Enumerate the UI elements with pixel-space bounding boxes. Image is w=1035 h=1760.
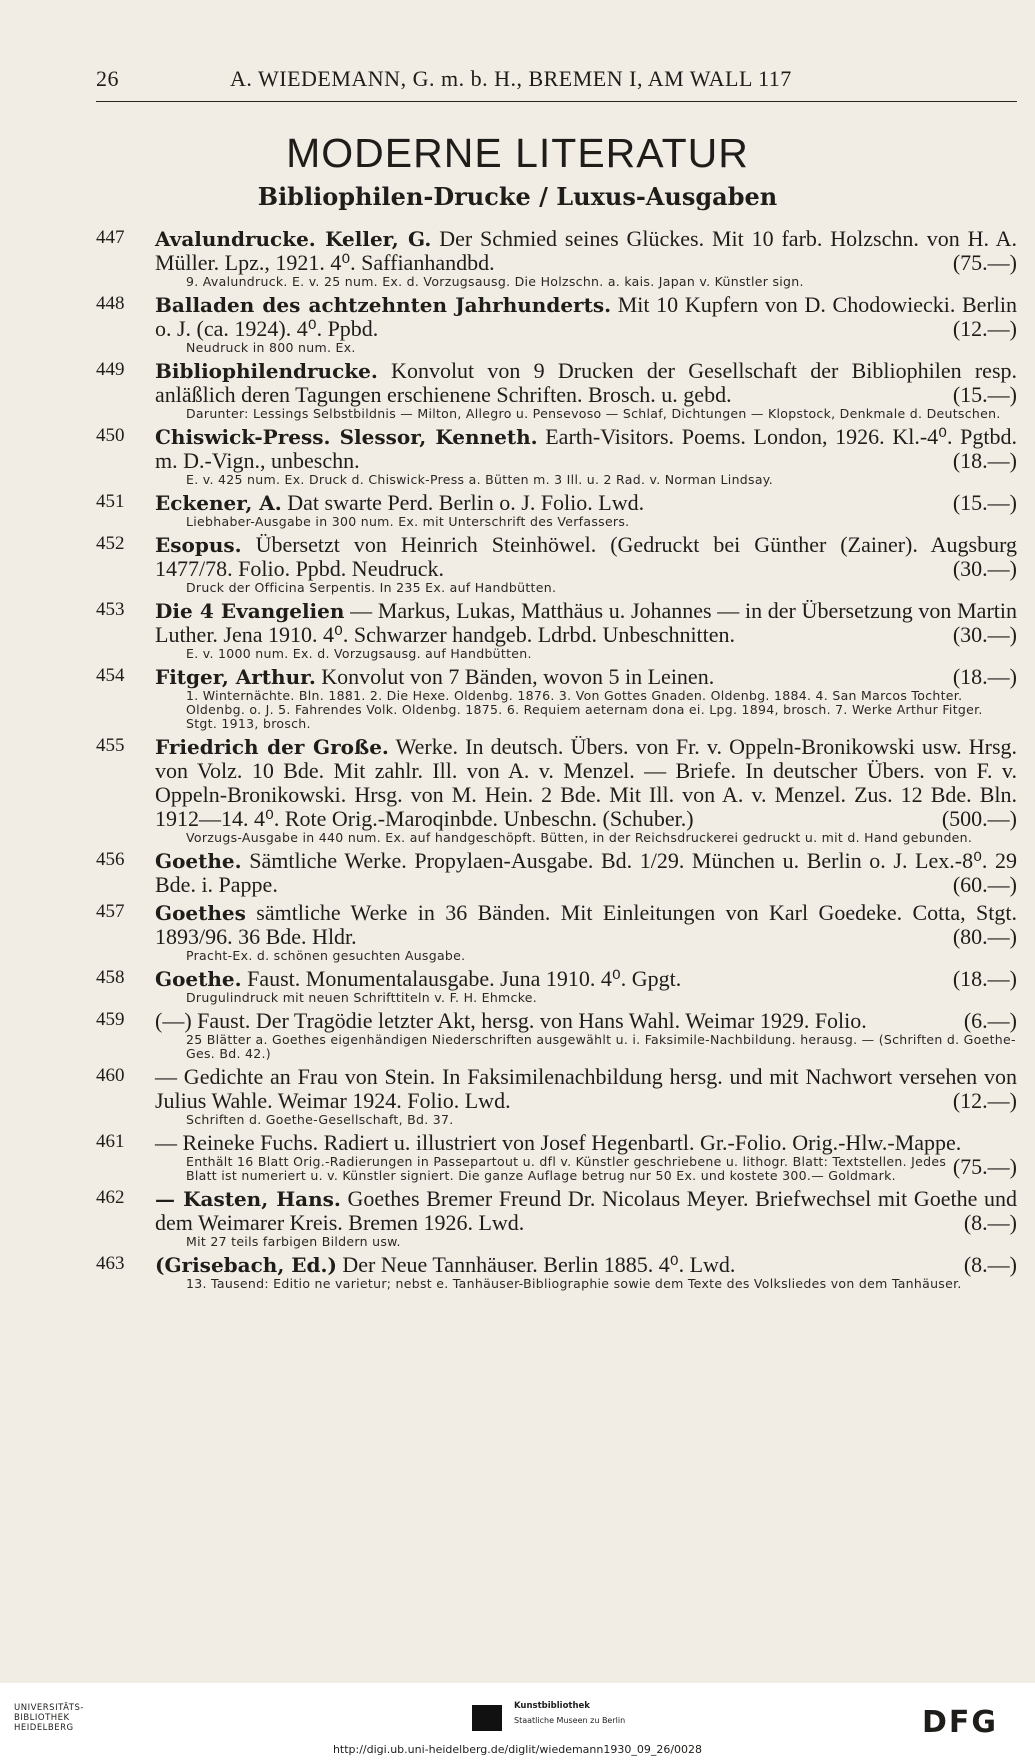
dfg-logo: DFG — [922, 1705, 999, 1740]
publisher-line: A. WIEDEMANN, G. m. b. H., BREMEN I, AM WALL 117 — [230, 66, 792, 91]
entry-price: (15.—) — [952, 490, 1017, 515]
entry-text — [155, 293, 1017, 341]
entry-description: sämtliche Werke in 36 Bänden. Mit Einleitungen von Karl Goedeke. Cotta, Stgt. 1893/96. 36 Bde. Hldr. — [155, 900, 1017, 949]
entry-text — [155, 1253, 1017, 1277]
entry-author: Eckener, A. — [155, 491, 282, 515]
entry-number: 463 — [96, 1253, 125, 1274]
catalog-entry — [96, 665, 1017, 731]
catalog-entry — [96, 227, 1017, 289]
entry-note: Liebhaber-Ausgabe in 300 num. Ex. mit Unterschrift des Verfassers. — [186, 514, 630, 529]
entry-note: E. v. 1000 num. Ex. d. Vorzugsausg. auf Handbütten. — [186, 646, 532, 661]
entry-text — [155, 599, 1017, 647]
entry-text — [155, 533, 1017, 581]
entry-author: Goethes — [155, 901, 246, 925]
entry-note: Darunter: Lessings Selbstbildnis — Milton, Allegro u. Pensevoso — Schlaf, Dichtungen — Klopstock, Denkmale d. Deutschen. — [186, 406, 1001, 421]
catalog-entry — [96, 735, 1017, 845]
entry-text — [155, 425, 1017, 473]
kunstbibliothek-title: Kunstbibliothek — [514, 1701, 590, 1711]
catalog-entry — [96, 1131, 1017, 1183]
entry-description: Dat swarte Perd. Berlin o. J. Folio. Lwd. — [281, 490, 645, 515]
entry-note: 13. Tausend: Editio ne varietur; nebst e. Tanhäuser-Bibliographie sowie dem Texte des Volksliedes von dem Tanhäuser. — [186, 1276, 962, 1291]
entry-author: Esopus. — [155, 533, 242, 557]
kunstbibliothek-icon — [472, 1705, 502, 1731]
entry-text — [155, 849, 1017, 897]
entry-price: (80.—) — [952, 924, 1017, 949]
entry-author: Balladen des achtzehnten Jahrhunderts. — [155, 293, 612, 317]
entry-price: (12.—) — [952, 316, 1017, 341]
entry-number: 462 — [96, 1187, 125, 1208]
entry-number: 452 — [96, 533, 125, 554]
entry-author: Fitger, Arthur. — [155, 665, 316, 689]
entry-note: 1. Winternächte. Bln. 1881. 2. Die Hexe. Oldenbg. 1876. 3. Von Gottes Gnaden. Oldenbg. 1884. 4. San Marcos Tochter. Oldenbg. o. J. 5. Fahrendes Volk. Oldenbg. 1875. 6. Requiem aeternam dona ei. Lpg. 1894, brosch. 7. Werke Arthur Fitger. Stgt. 1913, brosch. — [186, 688, 983, 731]
entry-price: (15.—) — [952, 382, 1017, 407]
entry-number: 455 — [96, 735, 125, 756]
entry-price: (8.—) — [963, 1252, 1017, 1277]
running-head — [96, 66, 908, 96]
entry-number: 453 — [96, 599, 125, 620]
entry-description: Sämtliche Werke. Propylaen-Ausgabe. Bd. 1/29. München u. Berlin o. J. Lex.-8⁰. 29 Bde. i. Pappe. — [155, 848, 1017, 897]
catalog-entry — [96, 1187, 1017, 1249]
catalog-entry — [96, 1253, 1017, 1291]
entry-note: Neudruck in 800 num. Ex. — [186, 340, 356, 355]
entry-number: 460 — [96, 1065, 125, 1086]
entry-description: Der Schmied seines Glückes. Mit 10 farb. Holzschn. von H. A. Müller. Lpz., 1921. 4⁰. Saffianhandbd. — [155, 226, 1017, 275]
entry-price: (60.—) — [952, 872, 1017, 897]
entry-description: Konvolut von 7 Bänden, wovon 5 in Leinen. — [315, 664, 715, 689]
entry-text — [155, 1187, 1017, 1235]
entry-text — [155, 901, 1017, 949]
entry-price: (18.—) — [952, 966, 1017, 991]
entry-description: Earth-Visitors. Poems. London, 1926. Kl.-4⁰. Pgtbd. m. D.-Vign., unbeschn. — [155, 424, 1017, 473]
header-rule — [96, 101, 1017, 102]
entry-author: Avalundrucke. Keller, G. — [155, 227, 432, 251]
entry-number: 450 — [96, 425, 125, 446]
entry-description: Goethes Bremer Freund Dr. Nicolaus Meyer. Briefwechsel mit Goethe und dem Weimarer Kreis. Bremen 1926. Lwd. — [155, 1186, 1017, 1235]
entry-text — [155, 359, 1017, 407]
entry-text — [155, 1065, 1017, 1113]
entry-author: Chiswick-Press. Slessor, Kenneth. — [155, 425, 538, 449]
entry-note: Druck der Officina Serpentis. In 235 Ex. auf Handbütten. — [186, 580, 557, 595]
university-library-text: UNIVERSITÄTS- BIBLIOTHEK HEIDELBERG — [14, 1703, 84, 1733]
entry-note: Vorzugs-Ausgabe in 440 num. Ex. auf handgeschöpft. Bütten, in der Reichsdruckerei gedruckt u. mit d. Hand gebunden. — [186, 830, 973, 845]
catalog-entry — [96, 1009, 1017, 1061]
entry-description: — Markus, Lukas, Matthäus u. Johannes — in der Übersetzung von Martin Luther. Jena 1910. 4⁰. Schwarzer handgeb. Ldrbd. Unbeschnitten. — [155, 598, 1017, 647]
catalog-entries — [96, 227, 1017, 1295]
entry-author: Goethe. — [155, 849, 242, 873]
page-number: 26 — [96, 66, 119, 91]
entry-text — [155, 1009, 1017, 1033]
entry-note: 25 Blätter a. Goethes eigenhändigen Niederschriften ausgewählt u. i. Faksimile-Nachbildung. herausg. — (Schriften d. Goethe-Ges. Bd. 42.) — [186, 1032, 1016, 1061]
entry-number: 456 — [96, 849, 125, 870]
entry-note: Enthält 16 Blatt Orig.-Radierungen in Passepartout u. dfl v. Künstler geschriebene u. lithogr. Blatt: Textstellen. Jedes Blatt ist numeriert u. v. Künstler signiert. Die ganze Auflage betrug nur 50 Ex. und kostete 300.— Goldmark. — [186, 1154, 947, 1183]
entry-price: (30.—) — [952, 622, 1017, 647]
catalog-entry — [96, 359, 1017, 421]
entry-price: (18.—) — [952, 664, 1017, 689]
entry-number: 458 — [96, 967, 125, 988]
kunstbibliothek-logo — [472, 1697, 632, 1737]
catalog-entry — [96, 425, 1017, 487]
entry-number: 459 — [96, 1009, 125, 1030]
entry-note: Pracht-Ex. d. schönen gesuchten Ausgabe. — [186, 948, 466, 963]
entry-note: E. v. 425 num. Ex. Druck d. Chiswick-Press a. Bütten m. 3 Ill. u. 2 Rad. v. Norman Lindsay. — [186, 472, 773, 487]
entry-description: Mit 10 Kupfern von D. Chodowiecki. Berlin o. J. (ca. 1924). 4⁰. Ppbd. — [155, 292, 1017, 341]
source-url[interactable]: http://digi.ub.uni-heidelberg.de/diglit/wiedemann1930_09_26/0028 — [332, 1743, 703, 1756]
entry-author: Friedrich der Große. — [155, 735, 389, 759]
entry-price: (500.—) — [941, 806, 1017, 831]
footer — [0, 1683, 1035, 1760]
entry-description: Werke. In deutsch. Übers. von Fr. v. Oppeln-Bronikowski usw. Hrsg. von Volz. 10 Bde. Mit zahlr. Ill. von A. v. Menzel. — Briefe. In deutscher Übers. von F. v. Oppeln-Bronikowski. Hrsg. von M. Hein. 2 Bde. Mit Ill. von A. v. Menzel. Zus. 12 Bde. Bln. 1912—14. 4⁰. Rote Orig.-Maroqinbde. Unbeschn. (Schuber.) — [155, 734, 1018, 831]
entry-description: — Gedichte an Frau von Stein. In Faksimilenachbildung hersg. und mit Nachwort versehen von Julius Wahle. Weimar 1924. Folio. Lwd. — [155, 1064, 1017, 1113]
entry-number: 457 — [96, 901, 125, 922]
entry-author: Goethe. — [155, 967, 242, 991]
entry-number: 448 — [96, 293, 125, 314]
section-subtitle: Bibliophilen-Drucke / Luxus-Ausgaben — [257, 182, 778, 211]
entry-price: (6.—) — [963, 1008, 1017, 1033]
entry-description: (—) Faust. Der Tragödie letzter Akt, hersg. von Hans Wahl. Weimar 1929. Folio. — [155, 1008, 867, 1033]
entry-text — [155, 491, 1017, 515]
entry-description: Übersetzt von Heinrich Steinhöwel. (Gedruckt bei Günther (Zainer). Augsburg 1477/78. Folio. Ppbd. Neudruck. — [155, 532, 1017, 581]
catalog-entry — [96, 599, 1017, 661]
entry-number: 454 — [96, 665, 125, 686]
entry-author: Die 4 Evangelien — [155, 599, 345, 623]
entry-note: Drugulindruck mit neuen Schrifttiteln v. F. H. Ehmcke. — [186, 990, 538, 1005]
entry-description: — Reineke Fuchs. Radiert u. illustriert von Josef Hegenbartl. Gr.-Folio. Orig.-Hlw.-Mappe. — [155, 1130, 962, 1155]
entry-description: Der Neue Tannhäuser. Berlin 1885. 4⁰. Lwd. — [336, 1252, 736, 1277]
section-title: MODERNE LITERATUR — [286, 130, 749, 176]
entry-text — [155, 735, 1017, 831]
entry-author: — Kasten, Hans. — [155, 1187, 341, 1211]
catalog-entry — [96, 967, 1017, 1005]
entry-note: Mit 27 teils farbigen Bildern usw. — [186, 1234, 401, 1249]
entry-description: Faust. Monumentalausgabe. Juna 1910. 4⁰. Gpgt. — [241, 966, 682, 991]
entry-note: 9. Avalundruck. E. v. 25 num. Ex. d. Vorzugsausg. Die Holzschn. a. kais. Japan v. Künstler sign. — [186, 274, 804, 289]
entry-number: 449 — [96, 359, 125, 380]
catalog-entry — [96, 491, 1017, 529]
entry-text — [155, 665, 1017, 689]
catalog-entry — [96, 849, 1017, 897]
entry-author: Bibliophilendrucke. — [155, 359, 378, 383]
catalog-entry — [96, 901, 1017, 963]
entry-price: (30.—) — [952, 556, 1017, 581]
entry-price: (8.—) — [963, 1210, 1017, 1235]
university-library-logo — [14, 1703, 134, 1747]
entry-number: 461 — [96, 1131, 125, 1152]
entry-price: (12.—) — [952, 1088, 1017, 1113]
entry-price: (75.—) — [952, 1154, 1017, 1179]
entry-author: (Grisebach, Ed.) — [155, 1253, 337, 1277]
catalog-entry — [96, 533, 1017, 595]
catalog-entry — [96, 1065, 1017, 1127]
entry-price: (18.—) — [952, 448, 1017, 473]
entry-note: Schriften d. Goethe-Gesellschaft, Bd. 37. — [186, 1112, 454, 1127]
entry-number: 447 — [96, 227, 125, 248]
entry-text — [155, 967, 1017, 991]
entry-text — [155, 227, 1017, 275]
entry-price: (75.—) — [952, 250, 1017, 275]
kunstbibliothek-subtitle: Staatliche Museen zu Berlin — [514, 1716, 626, 1725]
entry-number: 451 — [96, 491, 125, 512]
catalog-entry — [96, 293, 1017, 355]
entry-description: Konvolut von 9 Drucken der Gesellschaft der Bibliophilen resp. anläßlich deren Tagungen erschienene Schriften. Brosch. u. gebd. — [155, 358, 1017, 407]
